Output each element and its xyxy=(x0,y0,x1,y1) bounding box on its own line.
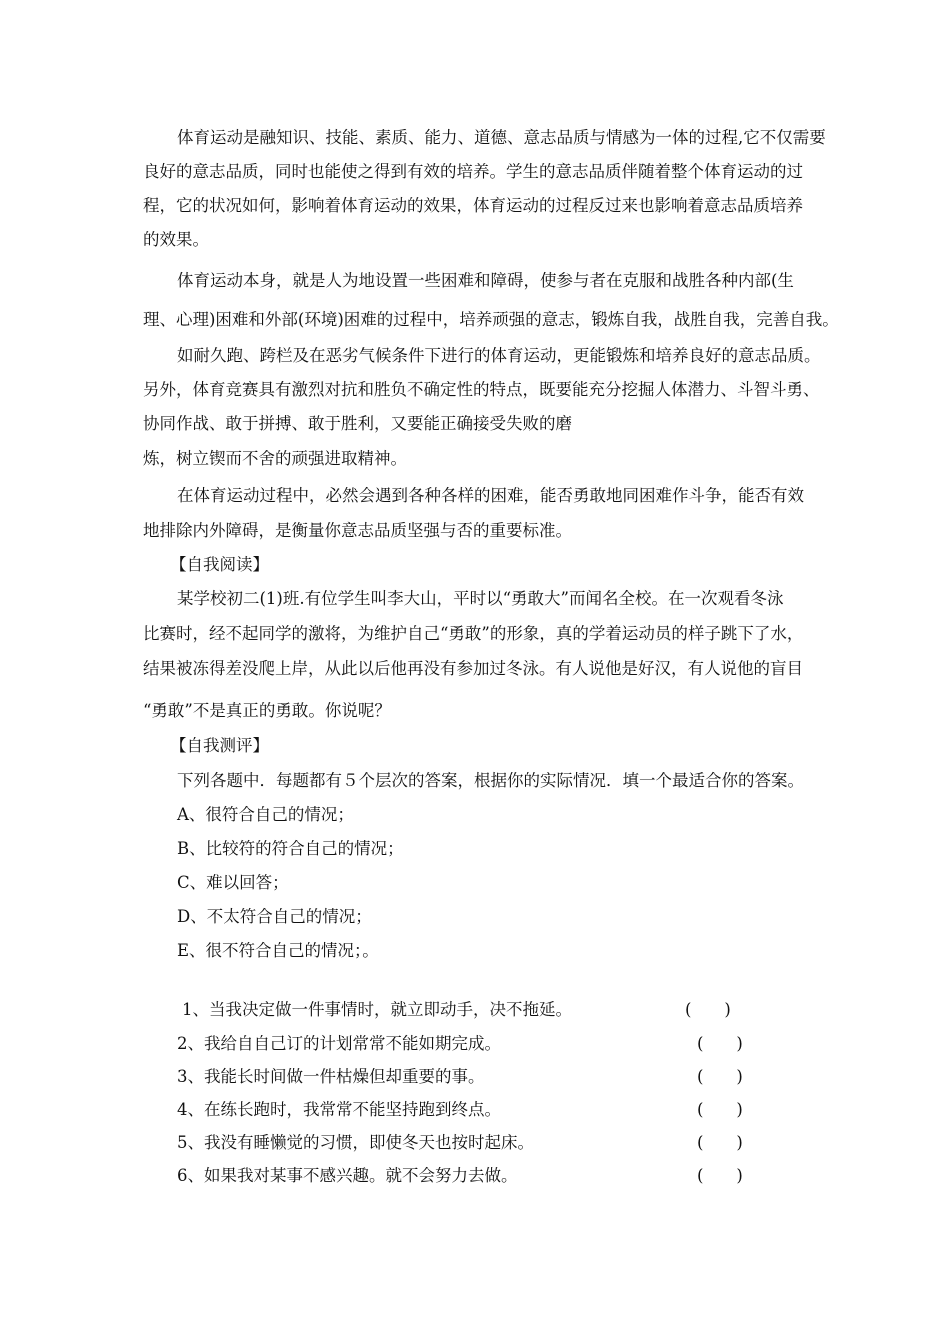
paragraph-4-line-2: 地排除内外障碍，是衡量你意志品质坚强与否的重要标准。 xyxy=(143,521,572,540)
question-3: 3、我能长时间做一件枯燥但却重要的事。 xyxy=(177,1067,485,1086)
reading-line-3: 结果被冻得差没爬上岸，从此以后他再没有参加过冬泳。有人说他是好汉，有人说他的盲目 xyxy=(143,659,803,678)
answer-blank-3[interactable]: ( ) xyxy=(697,1067,743,1086)
paragraph-1-line-3: 程，它的状况如何，影响着体育运动的效果，体育运动的过程反过来也影响着意志品质培养 xyxy=(143,196,803,215)
assessment-intro: 下列各题中．每题都有５个层次的答案，根据你的实际情况．填一个最适合你的答案。 xyxy=(177,771,804,790)
answer-blank-4[interactable]: ( ) xyxy=(697,1100,743,1119)
option-e: E、很不符合自己的情况；。 xyxy=(177,941,379,960)
reading-line-2: 比赛时，经不起同学的激将，为维护自己“勇敢”的形象，真的学着运动员的样子跳下了水， xyxy=(143,624,804,643)
paragraph-2-line-2: 理、心理)困难和外部(环境)困难的过程中，培养顽强的意志，锻炼自我，战胜自我，完善自我。 xyxy=(143,310,839,329)
answer-blank-5[interactable]: ( ) xyxy=(697,1133,743,1152)
reading-heading: 【自我阅读】 xyxy=(170,555,269,574)
answer-blank-2[interactable]: ( ) xyxy=(697,1034,743,1053)
paragraph-1-line-2: 良好的意志品质，同时也能使之得到有效的培养。学生的意志品质伴随着整个体育运动的过 xyxy=(143,162,803,181)
question-5: 5、我没有睡懒觉的习惯，即使冬天也按时起床。 xyxy=(177,1133,534,1152)
paragraph-3-line-2: 另外，体育竞赛具有激烈对抗和胜负不确定性的特点，既要能充分挖掘人体潜力、斗智斗勇、 xyxy=(143,380,820,399)
paragraph-1-line-1: 体育运动是融知识、技能、素质、能力、道德、意志品质与情感为一体的过程,它不仅需要 xyxy=(177,128,826,147)
question-2: 2、我给自自己订的计划常常不能如期完成。 xyxy=(177,1034,501,1053)
paragraph-1-line-4: 的效果。 xyxy=(143,230,209,249)
option-b: B、比较符的符合自己的情况； xyxy=(177,839,404,858)
question-4: 4、在练长跑时，我常常不能坚持跑到终点。 xyxy=(177,1100,501,1119)
question-1: 1、当我决定做一件事情时，就立即动手，决不拖延。 xyxy=(182,1000,572,1019)
assessment-heading: 【自我测评】 xyxy=(170,736,269,755)
reading-line-4: “勇敢”不是真正的勇敢。你说呢？ xyxy=(143,701,391,720)
reading-line-1: 某学校初二(1)班.有位学生叫李大山，平时以“勇敢大”而闻名全校。在一次观看冬泳 xyxy=(177,589,784,608)
option-a: A、很符合自己的情况； xyxy=(177,805,354,824)
answer-blank-6[interactable]: ( ) xyxy=(697,1166,743,1185)
paragraph-2-line-1: 体育运动本身，就是人为地设置一些困难和障碍，使参与者在克服和战胜各种内部(生 xyxy=(177,271,794,290)
option-d: D、不太符合自己的情况； xyxy=(177,907,372,926)
option-c: C、难以回答； xyxy=(177,873,289,892)
question-6: 6、如果我对某事不感兴趣。就不会努力去做。 xyxy=(177,1166,518,1185)
paragraph-3-line-1: 如耐久跑、跨栏及在恶劣气候条件下进行的体育运动，更能锻炼和培养良好的意志品质。 xyxy=(177,346,821,365)
paragraph-4-line-1: 在体育运动过程中，必然会遇到各种各样的困难，能否勇敢地同困难作斗争，能否有效 xyxy=(177,486,804,505)
paragraph-3-line-3: 协同作战、敢于拼搏、敢于胜利，又要能正确接受失败的磨 xyxy=(143,414,572,433)
answer-blank-1[interactable]: ( ) xyxy=(685,1000,731,1019)
paragraph-3-line-4: 炼，树立锲而不舍的顽强进取精神。 xyxy=(143,449,407,468)
